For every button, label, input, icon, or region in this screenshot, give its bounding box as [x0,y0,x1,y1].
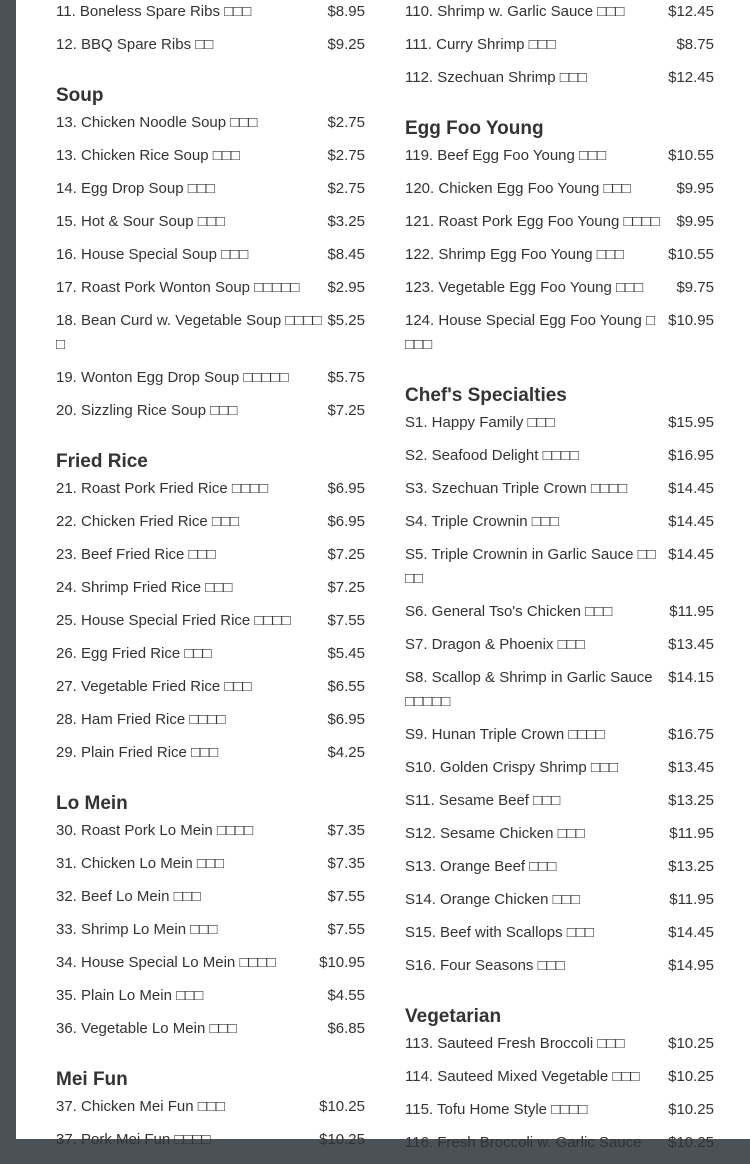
menu-item-name: 112. Szechuan Shrimp □□□ [405,69,587,86]
menu-item-price: $6.85 [327,1020,365,1037]
menu-item-name: 23. Beef Fried Rice □□□ [56,546,216,563]
menu-item [405,444,714,468]
section-spacer [56,432,365,447]
menu-item [56,111,365,135]
menu-item [56,0,365,24]
menu-item-price: $6.95 [327,480,365,497]
menu-item-price: $13.45 [668,636,714,653]
menu-item-price: $11.95 [669,891,714,908]
menu-item-name: 17. Roast Pork Wonton Soup □□□□□ [56,279,300,296]
menu-item-price: $9.95 [676,180,714,197]
menu-item-price: $4.55 [327,987,365,1004]
menu-item-name: 27. Vegetable Fried Rice □□□ [56,678,252,695]
menu-item [405,822,714,846]
menu-item-name: 37. Pork Mei Fun □□□□ [56,1131,211,1148]
menu-item-price: $9.25 [327,36,365,53]
menu-item-price: $16.95 [668,447,714,464]
menu-item-price: $8.95 [327,3,365,20]
menu-item [405,243,714,267]
menu-item-name: 34. House Special Lo Mein □□□□ [56,954,276,971]
menu-item-name: S12. Sesame Chicken □□□ [405,825,585,842]
menu-item [56,918,365,942]
menu-item-name: 31. Chicken Lo Mein □□□ [56,855,225,872]
menu-item-name: S15. Beef with Scallops □□□ [405,924,594,941]
menu-item-price: $11.95 [669,603,714,620]
menu-item-price: $10.95 [319,954,365,971]
menu-item [56,885,365,909]
menu-left-column [56,0,365,1161]
section-title-lo-mein: Lo Mein [56,793,128,814]
menu-item [405,1032,714,1056]
menu-item-name: 16. House Special Soup □□□ [56,246,249,263]
menu-item-price: $2.75 [327,180,365,197]
menu-item-name: 36. Vegetable Lo Mein □□□ [56,1020,237,1037]
menu-item [56,1095,365,1119]
menu-item-price: $10.25 [668,1035,714,1052]
menu-item-name: 37. Chicken Mei Fun □□□ [56,1098,225,1115]
menu-item-name: S10. Golden Crispy Shrimp □□□ [405,759,619,776]
menu-item [56,741,365,765]
menu-item-price: $10.25 [668,1068,714,1085]
menu-item [56,675,365,699]
menu-item-price: $7.55 [327,612,365,629]
menu-item-name: 121. Roast Pork Egg Foo Young □□□□ [405,213,660,230]
menu-item [405,144,714,168]
menu-item [56,819,365,843]
menu-item-name: 25. House Special Fried Rice □□□□ [56,612,291,629]
menu-item-name: 18. Bean Curd w. Vegetable Soup □□□□□ [56,312,322,353]
menu-item-price: $2.75 [327,114,365,131]
menu-page [16,0,750,1151]
menu-item [56,642,365,666]
menu-item-price: $11.95 [669,825,714,842]
menu-item [405,411,714,435]
menu-item-name: 123. Vegetable Egg Foo Young □□□ [405,279,644,296]
menu-item-name: S4. Triple Crownin □□□ [405,513,559,530]
menu-item-price: $6.55 [327,678,365,695]
menu-item-name: 33. Shrimp Lo Mein □□□ [56,921,218,938]
menu-item-name: 20. Sizzling Rice Soup □□□ [56,402,238,419]
menu-item-price: $5.25 [327,312,365,329]
menu-item-name: 29. Plain Fried Rice □□□ [56,744,219,761]
menu-item [405,1131,714,1155]
menu-item-name: S14. Orange Chicken □□□ [405,891,580,908]
menu-item [56,576,365,600]
menu-item-price: $14.95 [668,957,714,974]
menu-item-price: $2.95 [327,279,365,296]
section-title-vegetarian: Vegetarian [405,1006,502,1027]
menu-item [405,789,714,813]
menu-item [405,633,714,657]
menu-item [405,600,714,624]
menu-item [56,543,365,567]
menu-item-price: $15.95 [668,414,714,431]
menu-item-name: 13. Chicken Noodle Soup □□□ [56,114,258,131]
menu-item-price: $13.25 [668,792,714,809]
section-spacer [56,1050,365,1065]
menu-item-name: 14. Egg Drop Soup □□□ [56,180,215,197]
menu-item-price: $8.75 [676,36,714,53]
menu-item-name: 35. Plain Lo Mein □□□ [56,987,204,1004]
menu-item [405,309,714,357]
menu-item [56,309,365,357]
menu-item-price: $7.25 [327,402,365,419]
menu-item [56,276,365,300]
menu-item-price: $2.75 [327,147,365,164]
section-spacer [405,366,714,381]
menu-item-name: 115. Tofu Home Style □□□□ [405,1101,588,1118]
menu-item-name: 15. Hot & Sour Soup □□□ [56,213,225,230]
menu-item-name: S11. Sesame Beef □□□ [405,792,561,809]
menu-item-name: 116. Fresh Broccoli w. Garlic Sauce [405,1134,642,1151]
menu-right-column [405,0,714,1164]
menu-item-name: 11. Boneless Spare Ribs □□□ [56,3,252,20]
menu-item-price: $10.25 [668,1101,714,1118]
menu-item [56,399,365,423]
menu-item-price: $4.25 [327,744,365,761]
menu-item-name: 122. Shrimp Egg Foo Young □□□ [405,246,624,263]
menu-item-price: $14.45 [668,924,714,941]
menu-item-price: $7.35 [327,855,365,872]
menu-item-price: $14.45 [668,546,714,563]
menu-item [405,66,714,90]
menu-item [405,888,714,912]
section-title-chef-s-specialties: Chef's Specialties [405,385,567,406]
menu-item [405,0,714,24]
menu-item-price: $7.55 [327,888,365,905]
menu-item-name: S2. Seafood Delight □□□□ [405,447,579,464]
menu-item-name: S1. Happy Family □□□ [405,414,555,431]
menu-item-price: $5.75 [327,369,365,386]
menu-item-name: 124. House Special Egg Foo Young □□□□ [405,312,656,353]
menu-item [56,477,365,501]
menu-item-name: 22. Chicken Fried Rice □□□ [56,513,240,530]
section-title-fried-rice: Fried Rice [56,451,148,472]
menu-item [405,723,714,747]
menu-item [56,1017,365,1041]
menu-item-price: $14.45 [668,480,714,497]
menu-item [56,210,365,234]
section-title-egg-foo-young: Egg Foo Young [405,118,544,139]
menu-item-name: S16. Four Seasons □□□ [405,957,565,974]
menu-item [405,276,714,300]
menu-item [56,366,365,390]
menu-item-name: S13. Orange Beef □□□ [405,858,557,875]
section-spacer [405,99,714,114]
menu-item-price: $6.95 [327,711,365,728]
menu-item-price: $5.45 [327,645,365,662]
menu-item-name: 111. Curry Shrimp □□□ [405,36,556,53]
menu-item-price: $10.55 [668,246,714,263]
menu-item [405,1065,714,1089]
menu-item [56,33,365,57]
menu-item [56,984,365,1008]
menu-item-price: $9.75 [676,279,714,296]
menu-item-price: $10.55 [668,147,714,164]
menu-item [405,210,714,234]
section-spacer [56,66,365,81]
menu-item-name: S8. Scallop & Shrimp in Garlic Sauce □□□□□ [405,669,653,710]
menu-item-name: S7. Dragon & Phoenix □□□ [405,636,585,653]
menu-item-price: $10.95 [668,312,714,329]
menu-item [405,1098,714,1122]
menu-item-name: 12. BBQ Spare Ribs □□ [56,36,214,53]
menu-item-name: 32. Beef Lo Mein □□□ [56,888,201,905]
menu-item [405,756,714,780]
menu-item-price: $12.45 [668,69,714,86]
menu-item [405,177,714,201]
menu-item-price: $6.95 [327,513,365,530]
menu-item-name: 26. Egg Fried Rice □□□ [56,645,212,662]
menu-item [56,144,365,168]
menu-item-name: 19. Wonton Egg Drop Soup □□□□□ [56,369,289,386]
menu-item-price: $7.25 [327,546,365,563]
menu-item-name: 28. Ham Fried Rice □□□□ [56,711,226,728]
menu-item-price: $7.25 [327,579,365,596]
menu-item [405,954,714,978]
menu-item-name: 113. Sauteed Fresh Broccoli □□□ [405,1035,625,1052]
menu-item [405,921,714,945]
menu-item-name: S9. Hunan Triple Crown □□□□ [405,726,605,743]
menu-item [405,477,714,501]
menu-item-price: $10.25 [319,1131,365,1148]
menu-item [405,510,714,534]
menu-item [56,609,365,633]
menu-item [56,510,365,534]
menu-item-price: $14.45 [668,513,714,530]
menu-item-price: $8.45 [327,246,365,263]
menu-item-name: 24. Shrimp Fried Rice □□□ [56,579,233,596]
menu-item [56,243,365,267]
menu-item-name: 114. Sauteed Mixed Vegetable □□□ [405,1068,640,1085]
menu-item-name: 21. Roast Pork Fried Rice □□□□ [56,480,269,497]
menu-item [405,543,714,591]
menu-item-name: S3. Szechuan Triple Crown □□□□ [405,480,628,497]
menu-item-price: $13.45 [668,759,714,776]
menu-item-name: 30. Roast Pork Lo Mein □□□□ [56,822,254,839]
menu-item [405,33,714,57]
menu-item [56,708,365,732]
menu-item-name: 119. Beef Egg Foo Young □□□ [405,147,607,164]
menu-item [56,951,365,975]
menu-item-price: $3.25 [327,213,365,230]
menu-item-price: $12.45 [668,3,714,20]
menu-item [405,855,714,879]
menu-item [56,852,365,876]
section-spacer [56,774,365,789]
menu-item [56,177,365,201]
section-title-soup: Soup [56,85,104,106]
menu-item-name: S6. General Tso's Chicken □□□ [405,603,613,620]
menu-item-price: $7.55 [327,921,365,938]
menu-item-price: $10.25 [668,1134,714,1151]
menu-item [405,666,714,714]
menu-item [56,1128,365,1152]
menu-item-price: $14.15 [668,669,714,686]
menu-item-price: $9.95 [676,213,714,230]
menu-item-price: $10.25 [319,1098,365,1115]
menu-item-name: S5. Triple Crownin in Garlic Sauce □□□□ [405,546,656,587]
menu-item-price: $7.35 [327,822,365,839]
menu-item-price: $16.75 [668,726,714,743]
menu-item-name: 13. Chicken Rice Soup □□□ [56,147,240,164]
section-spacer [405,987,714,1002]
section-title-mei-fun: Mei Fun [56,1069,128,1090]
menu-item-name: 120. Chicken Egg Foo Young □□□ [405,180,631,197]
menu-item-price: $13.25 [668,858,714,875]
menu-item-name: 110. Shrimp w. Garlic Sauce □□□ [405,3,625,20]
